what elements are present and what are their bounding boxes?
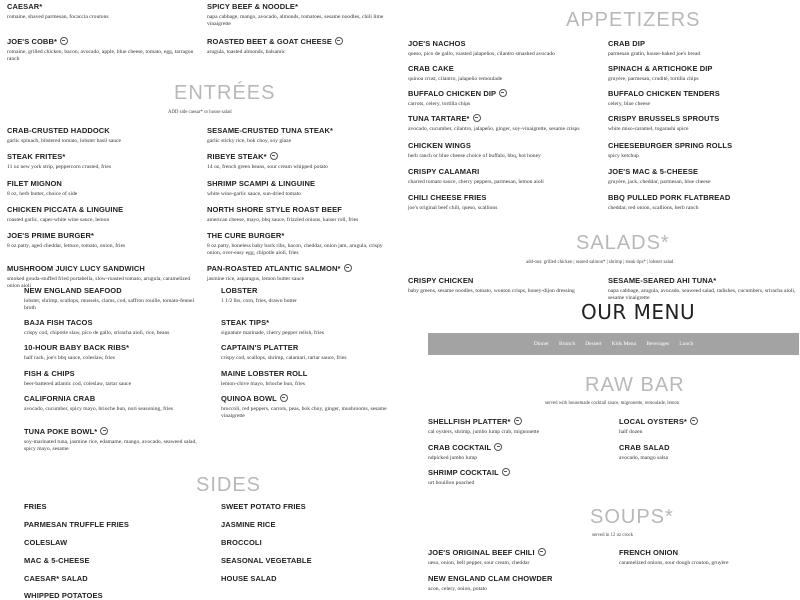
item-name: CAPTAIN'S PLATTER xyxy=(221,343,299,352)
gluten-free-icon xyxy=(60,37,68,45)
gluten-free-icon xyxy=(280,394,288,402)
menu-item xyxy=(207,152,397,171)
item-name: SHRIMP SCAMPI & LINGUINE xyxy=(207,179,316,188)
item-description: ueso, onion, bell pepper, sour cream, cheddar xyxy=(428,560,530,566)
side-item xyxy=(221,574,277,583)
menu-item xyxy=(221,286,401,306)
item-description: cheddar, red onion, scallions, herb ranch xyxy=(608,205,699,211)
item-name: CHEESEBURGER SPRING ROLLS xyxy=(608,141,733,150)
item-name: RIBEYE STEAK* xyxy=(207,152,267,161)
item-description: joe's original beef chili, queso, scallions xyxy=(408,205,498,211)
gluten-free-icon xyxy=(270,152,278,160)
menu-item xyxy=(408,39,598,58)
menu-item xyxy=(7,37,197,63)
item-name: SWEET POTATO FRIES xyxy=(221,502,306,511)
item-description: ndpicked jumbo lump xyxy=(428,455,478,461)
item-name: SESAME-SEARED AHI TUNA* xyxy=(608,276,717,285)
menu-item xyxy=(408,141,598,160)
item-description: signature marinade, cherry pepper relish, fries xyxy=(221,330,324,336)
item-name: SPICY BEEF & NOODLE* xyxy=(207,2,299,11)
menu-item xyxy=(428,548,608,567)
item-description: romaine, shaved parmesan, focaccia croutons xyxy=(7,14,109,20)
side-item xyxy=(24,556,90,565)
menu-item xyxy=(207,179,397,198)
gluten-free-icon xyxy=(494,443,502,451)
item-name: SEASONAL VEGETABLE xyxy=(221,556,312,565)
raw-bar-subtitle: served with housemade cocktail sauce, mignonette, remoulade, lemon xyxy=(545,401,680,406)
item-description: white wine-garlic sauce, sun-dried tomato xyxy=(207,191,301,197)
item-name: LOCAL OYSTERS* xyxy=(619,417,687,426)
item-name: BUFFALO CHICKEN TENDERS xyxy=(608,89,720,98)
item-name: PARMESAN TRUFFLE FRIES xyxy=(24,520,129,529)
salads-subtitle: add-ons: grilled chicken | seared salmon* | shrimp | steak tips* | lobster salad xyxy=(526,260,674,265)
item-description: smoked gouda-stuffed fried portabella, slow-roasted tomato, arugula, caramelized onion aioli xyxy=(7,276,191,289)
menu-item xyxy=(7,179,197,198)
tab-dinner[interactable]: Dinner xyxy=(533,341,549,347)
menu-item xyxy=(608,167,798,186)
item-name: SPINACH & ARTICHOKE DIP xyxy=(608,64,713,73)
menu-item xyxy=(408,64,598,83)
item-name: BROCCOLI xyxy=(221,538,262,547)
item-description: half rack, joe's bbq sauce, coleslaw, fries xyxy=(24,355,115,361)
menu-item xyxy=(408,167,598,186)
menu-item xyxy=(207,231,397,257)
item-description: quinoa crust, cilantro, jalapeño remoulade xyxy=(408,76,503,82)
item-description: charred tomato sauce, cherry peppers, parmesan, lemon aioli xyxy=(408,179,544,185)
soups-title: SOUPS* xyxy=(590,506,674,528)
item-description: lobster, shrimp, scallops, mussels, clams, cod, saffron rouille, tomato-fennel broth xyxy=(24,298,195,311)
item-name: CHICKEN PICCATA & LINGUINE xyxy=(7,205,124,214)
menu-item xyxy=(207,2,397,28)
item-name: CALIFORNIA CRAB xyxy=(24,394,96,403)
item-name: JOE'S ORIGINAL BEEF CHILI xyxy=(428,548,535,557)
item-description: 1 1/2 lbs, corn, fries, drawn butter xyxy=(221,298,297,304)
menu-item xyxy=(7,126,197,145)
item-name: WHIPPED POTATOES xyxy=(24,591,103,600)
menu-item xyxy=(428,443,608,462)
item-name: BAJA FISH TACOS xyxy=(24,318,93,327)
menu-item xyxy=(619,443,794,462)
item-name: LOBSTER xyxy=(221,286,258,295)
item-description: queso, pico de gallo, roasted jalapeños, cilantro smashed avocado xyxy=(408,51,555,57)
item-name: CRAB COCKTAIL xyxy=(428,443,492,452)
side-item xyxy=(24,538,67,547)
entrees-subtitle: ADD side caesar* or house salad xyxy=(168,110,232,115)
menu-item xyxy=(207,126,397,145)
entrees-title: ENTRÉES xyxy=(174,82,276,104)
item-description: romaine, grilled chicken, bacon, avocado, apple, blue cheese, tomato, egg, tarragon ranch xyxy=(7,49,194,62)
item-name: STEAK FRITES* xyxy=(7,152,66,161)
gluten-free-icon xyxy=(538,548,546,556)
item-name: CRAB SALAD xyxy=(619,443,670,452)
item-description: gruyère, jack, cheddar, parmesan, blue cheese xyxy=(608,179,711,185)
item-name: CAESAR* xyxy=(7,2,43,11)
menu-item xyxy=(408,89,598,108)
item-description: herb ranch or blue cheese choice of buffalo, bbq, hot honey xyxy=(408,153,541,159)
menu-item xyxy=(24,427,209,453)
item-name: TUNA POKE BOWL* xyxy=(24,427,98,436)
raw-bar-title: RAW BAR xyxy=(585,374,685,396)
item-name: CHICKEN WINGS xyxy=(408,141,471,150)
item-name: CRISPY CHICKEN xyxy=(408,276,474,285)
menu-item xyxy=(7,2,197,21)
menu-item xyxy=(428,468,608,487)
item-description: crispy cod, scallops, shrimp, calamari, tartar sauce, fries xyxy=(221,355,347,361)
menu-item xyxy=(7,231,197,250)
item-description: broccoli, red peppers, carrots, peas, bok choy, ginger, mushrooms, sesame vinaigrette xyxy=(221,406,387,419)
item-name: NORTH SHORE STYLE ROAST BEEF xyxy=(207,205,342,214)
side-item xyxy=(24,591,103,600)
item-description: arugula, toasted almonds, balsamic xyxy=(207,49,286,55)
side-item xyxy=(24,574,88,583)
item-name: MAINE LOBSTER ROLL xyxy=(221,369,308,378)
menu-item xyxy=(608,39,798,58)
menu-item xyxy=(7,205,197,224)
item-description: 8 oz patty, aged cheddar, lettuce, tomato, onion, fries xyxy=(7,243,126,249)
menu-item xyxy=(608,114,798,133)
item-description: caramelized onions, sour dough crouton, gruyère xyxy=(619,560,729,566)
menu-item xyxy=(608,64,798,83)
item-name: JASMINE RICE xyxy=(221,520,276,529)
sides-title: SIDES xyxy=(196,474,262,496)
menu-item xyxy=(221,318,401,337)
item-name: CRISPY BRUSSELS SPROUTS xyxy=(608,114,720,123)
side-item xyxy=(24,502,47,511)
gluten-free-icon xyxy=(499,89,507,97)
menu-item xyxy=(608,193,798,212)
item-description: crispy cod, chipotle slaw, pico de gallo, sriracha aioli, rice, beans xyxy=(24,330,170,336)
menu-item xyxy=(221,369,401,388)
item-name: CRAB-CRUSTED HADDOCK xyxy=(7,126,110,135)
menu-item xyxy=(428,574,608,593)
gluten-free-icon xyxy=(502,468,510,476)
menu-item xyxy=(24,286,204,311)
menu-item xyxy=(24,343,204,362)
item-description: avocado, cucumber, spicy mayo, brioche bun, nori seasoning, fries xyxy=(24,406,174,412)
side-item xyxy=(221,556,312,565)
menu-item xyxy=(221,343,401,362)
item-name: STEAK TIPS* xyxy=(221,318,270,327)
tab-dessert[interactable]: Dessert xyxy=(585,341,602,347)
item-name: QUINOA BOWL xyxy=(221,394,277,403)
item-name: COLESLAW xyxy=(24,538,68,547)
soups-subtitle: served in 12 oz crock xyxy=(592,533,634,538)
side-item xyxy=(24,520,129,529)
menu-nav-bar xyxy=(428,333,799,355)
menu-item xyxy=(608,141,798,160)
item-description: american cheese, mayo, bbq sauce, frizzled onions, kaiser roll, fries xyxy=(207,217,359,223)
item-name: THE CURE BURGER* xyxy=(207,231,285,240)
menu-item xyxy=(24,318,204,337)
item-description: garlic sticky rice, bok choy, soy glaze xyxy=(207,138,292,144)
item-name: PAN-ROASTED ATLANTIC SALMON* xyxy=(207,264,341,273)
side-item xyxy=(221,538,262,547)
item-description: acon, celery, onion, potato xyxy=(428,586,487,592)
tab-lunch[interactable]: Lunch xyxy=(679,341,694,347)
menu-item xyxy=(608,276,798,300)
salads-title: SALADS* xyxy=(576,232,670,254)
item-name: FRIES xyxy=(24,502,47,511)
item-name: CRISPY CALAMARI xyxy=(408,167,480,176)
item-description: napa cabbage, arugula, avocado, seaweed salad, radishes, cucumbers, sriracha aioli, sesame vinaigrette xyxy=(608,288,796,301)
menu-item xyxy=(207,37,397,56)
item-name: JOE'S PRIME BURGER* xyxy=(7,231,95,240)
item-name: JOE'S NACHOS xyxy=(408,39,466,48)
item-name: NEW ENGLAND CLAM CHOWDER xyxy=(428,574,553,583)
our-menu-heading: OUR MENU xyxy=(581,300,696,324)
item-description: lemon-chive mayo, brioche bun, fries xyxy=(221,381,305,387)
item-description: 14 oz, french green beans, sour cream whipped potato xyxy=(207,164,328,170)
item-name: FILET MIGNON xyxy=(7,179,62,188)
side-item xyxy=(221,502,306,511)
item-name: FISH & CHIPS xyxy=(24,369,75,378)
menu-item xyxy=(207,264,397,283)
item-name: BUFFALO CHICKEN DIP xyxy=(408,89,497,98)
item-description: avocado, mango salsa xyxy=(619,455,668,461)
side-item xyxy=(221,520,276,529)
menu-item xyxy=(608,89,798,108)
gluten-free-icon xyxy=(335,37,343,45)
item-name: JOE'S MAC & 5-CHEESE xyxy=(608,167,699,176)
menu-item xyxy=(619,417,794,436)
item-description: jasmine rice, asparagus, lemon butter sauce xyxy=(207,276,305,282)
item-name: MAC & 5-CHEESE xyxy=(24,556,90,565)
item-name: TUNA TARTARE* xyxy=(408,114,470,123)
item-description: white miso-caramel, togarashi spice xyxy=(608,126,689,132)
gluten-free-icon xyxy=(100,427,108,435)
tab-kids-menu[interactable]: Kids Menu xyxy=(611,341,637,347)
gluten-free-icon xyxy=(690,417,698,425)
item-name: NEW ENGLAND SEAFOOD xyxy=(24,286,122,295)
menu-item xyxy=(24,394,204,413)
menu-item xyxy=(24,369,204,388)
item-description: half dozen xyxy=(619,429,643,435)
item-name: SHELLFISH PLATTER* xyxy=(428,417,511,426)
item-description: gruyère, parmesan, crudité, tortilla chips xyxy=(608,76,699,82)
item-description: spicy ketchup xyxy=(608,153,639,159)
item-description: cal oysters, shrimp, jumbo lump crab, mignonette xyxy=(428,429,540,435)
item-description: carrots, celery, tortilla chips xyxy=(408,101,471,107)
item-description: soy-marinated tuna, jasmine rice, edamame, mango, avocado, seaweed salad, spicy mayo, sesame xyxy=(24,439,197,452)
tab-brunch[interactable]: Brunch xyxy=(559,341,576,347)
menu-item xyxy=(207,205,397,224)
item-name: FRENCH ONION xyxy=(619,548,679,557)
menu-item xyxy=(408,114,603,133)
item-description: avocado, cucumber, cilantro, jalapeño, ginger, soy-vinaigrette, sesame crisps xyxy=(408,126,580,132)
tab-beverages[interactable]: Beverages xyxy=(646,341,670,347)
item-description: beer-battered atlantic cod, coleslaw, tartar sauce xyxy=(24,381,132,387)
gluten-free-icon xyxy=(514,417,522,425)
item-description: baby greens, sesame noodles, tomato, wonton crisps, honey-dijon dressing xyxy=(408,288,575,294)
item-name: CAESAR* SALAD xyxy=(24,574,88,583)
menu-item xyxy=(619,548,794,567)
item-name: ROASTED BEET & GOAT CHEESE xyxy=(207,37,332,46)
item-description: parmesan gratin, house-baked joe's bread xyxy=(608,51,701,57)
item-description: celery, blue cheese xyxy=(608,101,651,107)
item-name: JOE'S COBB* xyxy=(7,37,57,46)
menu-item xyxy=(408,193,598,212)
item-name: CRAB DIP xyxy=(608,39,646,48)
item-name: MUSHROOM JUICY LUCY SANDWICH xyxy=(7,264,145,273)
item-name: SESAME-CRUSTED TUNA STEAK* xyxy=(207,126,334,135)
item-description: napa cabbage, mango, avocado, almonds, tomatoes, sesame noodles, chili lime vinaigrette xyxy=(207,14,384,27)
item-description: roasted garlic, caper-white wine sauce, lemon xyxy=(7,217,110,223)
appetizers-title: APPETIZERS xyxy=(566,9,701,31)
item-name: HOUSE SALAD xyxy=(221,574,277,583)
menu-item xyxy=(408,276,598,295)
item-description: 8 oz, herb butter, choice of side xyxy=(7,191,78,197)
menu-item xyxy=(221,394,401,420)
item-name: CHILI CHEESE FRIES xyxy=(408,193,487,202)
item-name: BBQ PULLED PORK FLATBREAD xyxy=(608,193,731,202)
item-description: 8 oz patty, boneless baby back ribs, bacon, cheddar, onion jam, arugula, crispy onion, over-easy egg, chipotle aioli, fries xyxy=(207,243,383,256)
menu-item xyxy=(7,152,197,171)
menu-item xyxy=(428,417,608,436)
item-name: SHRIMP COCKTAIL xyxy=(428,468,499,477)
item-description: 11 oz new york strip, peppercorn crusted, fries xyxy=(7,164,112,170)
gluten-free-icon xyxy=(344,264,352,272)
item-description: urt bouillon poached xyxy=(428,480,475,486)
item-name: 10-HOUR BABY BACK RIBS* xyxy=(24,343,130,352)
gluten-free-icon xyxy=(473,114,481,122)
item-name: CRAB CAKE xyxy=(408,64,454,73)
item-description: garlic spinach, blistered tomato, lobster basil sauce xyxy=(7,138,122,144)
